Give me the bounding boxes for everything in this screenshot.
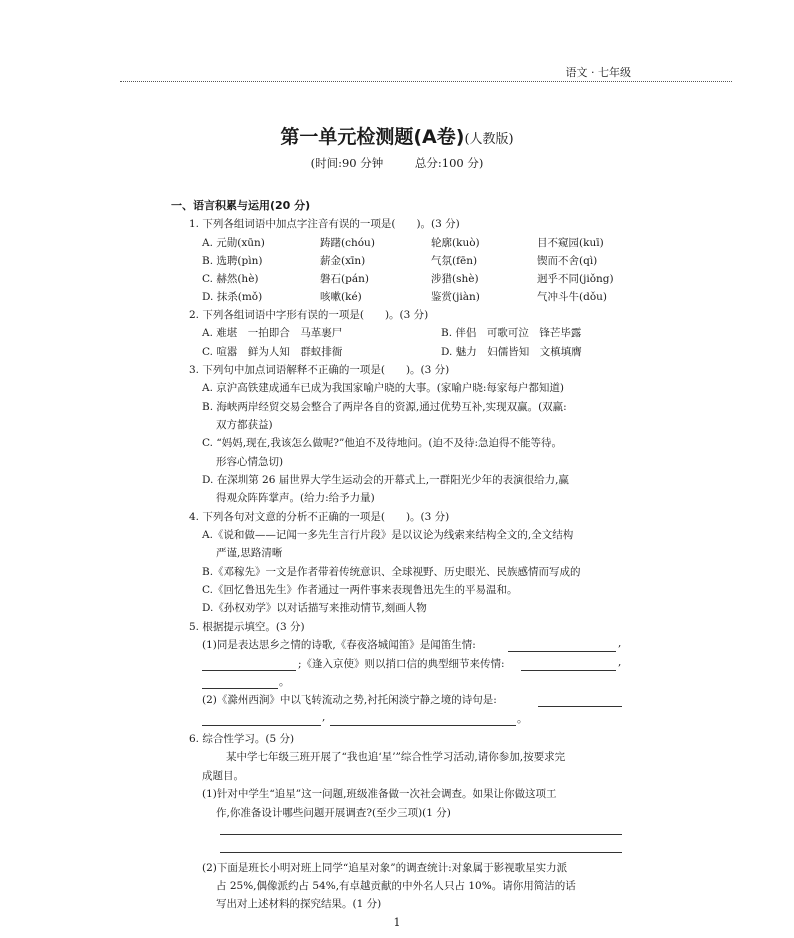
exam-meta — [0, 155, 794, 171]
q5-comma: , — [618, 637, 622, 649]
q4-option-a: A.《说和做——记闻一多先生言行片段》是以议论为线索来结构全文的,全文结构 — [202, 529, 574, 541]
answer-line[interactable] — [220, 834, 622, 835]
q6-intro: 某中学七年级三班开展了“我也追‘星’”综合性学习活动,请你参加,按要求完 — [226, 751, 566, 763]
q1-option-cell: 咳嗽(ké) — [320, 291, 362, 303]
q2-option-c: C. 喧嚣 鲜为人知 群蚁排衙 — [202, 346, 343, 358]
q6-intro-cont: 成题目。 — [202, 770, 244, 782]
q4-option-b: B.《邓稼先》一文是作者带着传统意识、全球视野、历史眼光、民族感情而写成的 — [202, 566, 581, 578]
answer-blank[interactable] — [202, 670, 296, 671]
answer-blank[interactable] — [202, 688, 278, 689]
title-main: 第一单元检测题(A卷) — [280, 126, 465, 148]
q4-option-d: D.《孙权劝学》以对话描写来推动情节,刻画人物 — [202, 602, 427, 614]
q3-option-d-cont: 得观众阵阵掌声。(给力:给予力量) — [216, 492, 375, 504]
q1-option-cell: 鉴赏(jiàn) — [431, 291, 480, 303]
q4-option-c: C.《回忆鲁迅先生》作者通过一两件事来表现鲁迅先生的平易温和。 — [202, 584, 518, 596]
q6-part2-prompt: (2)下面是班长小明对班上同学“追星对象”的调查统计:对象属于影视歌星实力派 — [202, 862, 568, 874]
page-title — [0, 122, 794, 149]
q5-part1-prompt-cont: ;《逢入京使》则以捎口信的典型细节来传情: — [298, 658, 505, 670]
q5-part2-prompt: (2)《滁州西涧》中以飞转流动之势,衬托闲淡宁静之境的诗句是: — [202, 694, 497, 706]
exam-time: (时间:90 分钟 — [310, 156, 384, 170]
answer-blank[interactable] — [330, 725, 516, 726]
answer-blank[interactable] — [521, 670, 616, 671]
q5-part1-prompt: (1)同是表达思乡之情的诗歌,《春夜洛城闻笛》是闻笛生情: — [202, 639, 476, 651]
q3-option-c: C. “妈妈,现在,我该怎么做呢?”他迫不及待地问。(迫不及待:急迫得不能等待。 — [202, 437, 563, 449]
q4-option-a-cont: 严谨,思路清晰 — [216, 547, 283, 559]
q1-option-cell: 磐石(pán) — [320, 273, 369, 285]
q3-option-b-cont: 双方都获益) — [216, 419, 273, 431]
q3-option-b: B. 海峡两岸经贸交易会整合了两岸各自的资源,通过优势互补,实现双赢。(双赢: — [202, 401, 567, 413]
q1-option-cell: 迥乎不同(jiǒng) — [537, 273, 614, 285]
q1-option-cell: D. 抹杀(mǒ) — [202, 291, 263, 303]
q5-period: 。 — [279, 676, 290, 688]
q1-option-cell: 锲而不舍(qì) — [537, 255, 598, 267]
q3-option-d: D. 在深圳第 26 届世界大学生运动会的开幕式上,一群阳光少年的表演很给力,赢 — [202, 474, 569, 486]
question-1-stem: 1. 下列各组词语中加点字注音有误的一项是( )。(3 分) — [189, 218, 460, 230]
q6-part2-prompt-cont: 占 25%,偶像派约占 54%,有卓越贡献的中外名人只占 10%。请你用简洁的话 — [216, 880, 576, 892]
title-edition: (人教版) — [464, 132, 514, 147]
q6-part1-prompt: (1)针对中学生“追星”这一问题,班级准备做一次社会调查。如果让你做这项工 — [202, 788, 557, 800]
page-number: 1 — [393, 916, 401, 929]
answer-blank[interactable] — [508, 651, 616, 652]
section-heading: 一、语言积累与运用(20 分) — [171, 199, 311, 212]
q1-option-cell: 目不窥园(kuī) — [537, 237, 604, 249]
question-4-stem: 4. 下列各句对文意的分析不正确的一项是( )。(3 分) — [189, 511, 450, 523]
answer-blank[interactable] — [202, 725, 321, 726]
question-2-stem: 2. 下列各组词语中字形有误的一项是( )。(3 分) — [189, 309, 429, 321]
q2-option-d: D. 魅力 妇儒皆知 文槙填膺 — [441, 346, 582, 358]
q6-part1-prompt-cont: 作,你准备设计哪些问题开展调查?(至少三项)(1 分) — [216, 807, 451, 819]
q1-option-cell: 踌躇(chóu) — [320, 237, 375, 249]
q5-comma: , — [618, 656, 622, 668]
answer-line[interactable] — [220, 852, 622, 853]
q1-option-cell: 轮廓(kuò) — [431, 237, 480, 249]
q6-part2-prompt-cont: 写出对上述材料的探究结果。(1 分) — [216, 898, 382, 910]
q1-option-cell: 气氛(fēn) — [431, 255, 478, 267]
q5-comma: , — [322, 711, 326, 723]
q1-option-cell: 薪金(xīn) — [320, 255, 366, 267]
answer-blank[interactable] — [538, 706, 622, 707]
q2-option-b: B. 伴侣 可歌可泣 锋芒毕露 — [441, 327, 582, 339]
q1-option-cell: B. 选聘(pìn) — [202, 255, 263, 267]
question-3-stem: 3. 下列句中加点词语解释不正确的一项是( )。(3 分) — [189, 364, 450, 376]
q3-option-c-cont: 形容心情急切) — [216, 456, 284, 468]
question-5-stem: 5. 根据提示填空。(3 分) — [189, 621, 305, 633]
question-6-stem: 6. 综合性学习。(5 分) — [189, 733, 295, 745]
q2-option-a: A. 难堪 一拍即合 马革裹尸 — [202, 327, 343, 339]
exam-total-score: 总分:100 分) — [414, 156, 484, 170]
q1-option-cell: A. 元勋(xūn) — [202, 237, 265, 249]
q1-option-cell: C. 赫然(hè) — [202, 273, 259, 285]
q1-option-cell: 涉猎(shè) — [431, 273, 479, 285]
page-header-subject: 语文 · 七年级 — [565, 66, 631, 79]
q3-option-a: A. 京沪高铁建成通车已成为我国家喻户晓的大事。(家喻户晓:每家每户都知道) — [202, 382, 564, 394]
q5-period: 。 — [517, 713, 528, 725]
header-divider — [120, 81, 732, 82]
q1-option-cell: 气冲斗牛(dǒu) — [537, 291, 607, 303]
